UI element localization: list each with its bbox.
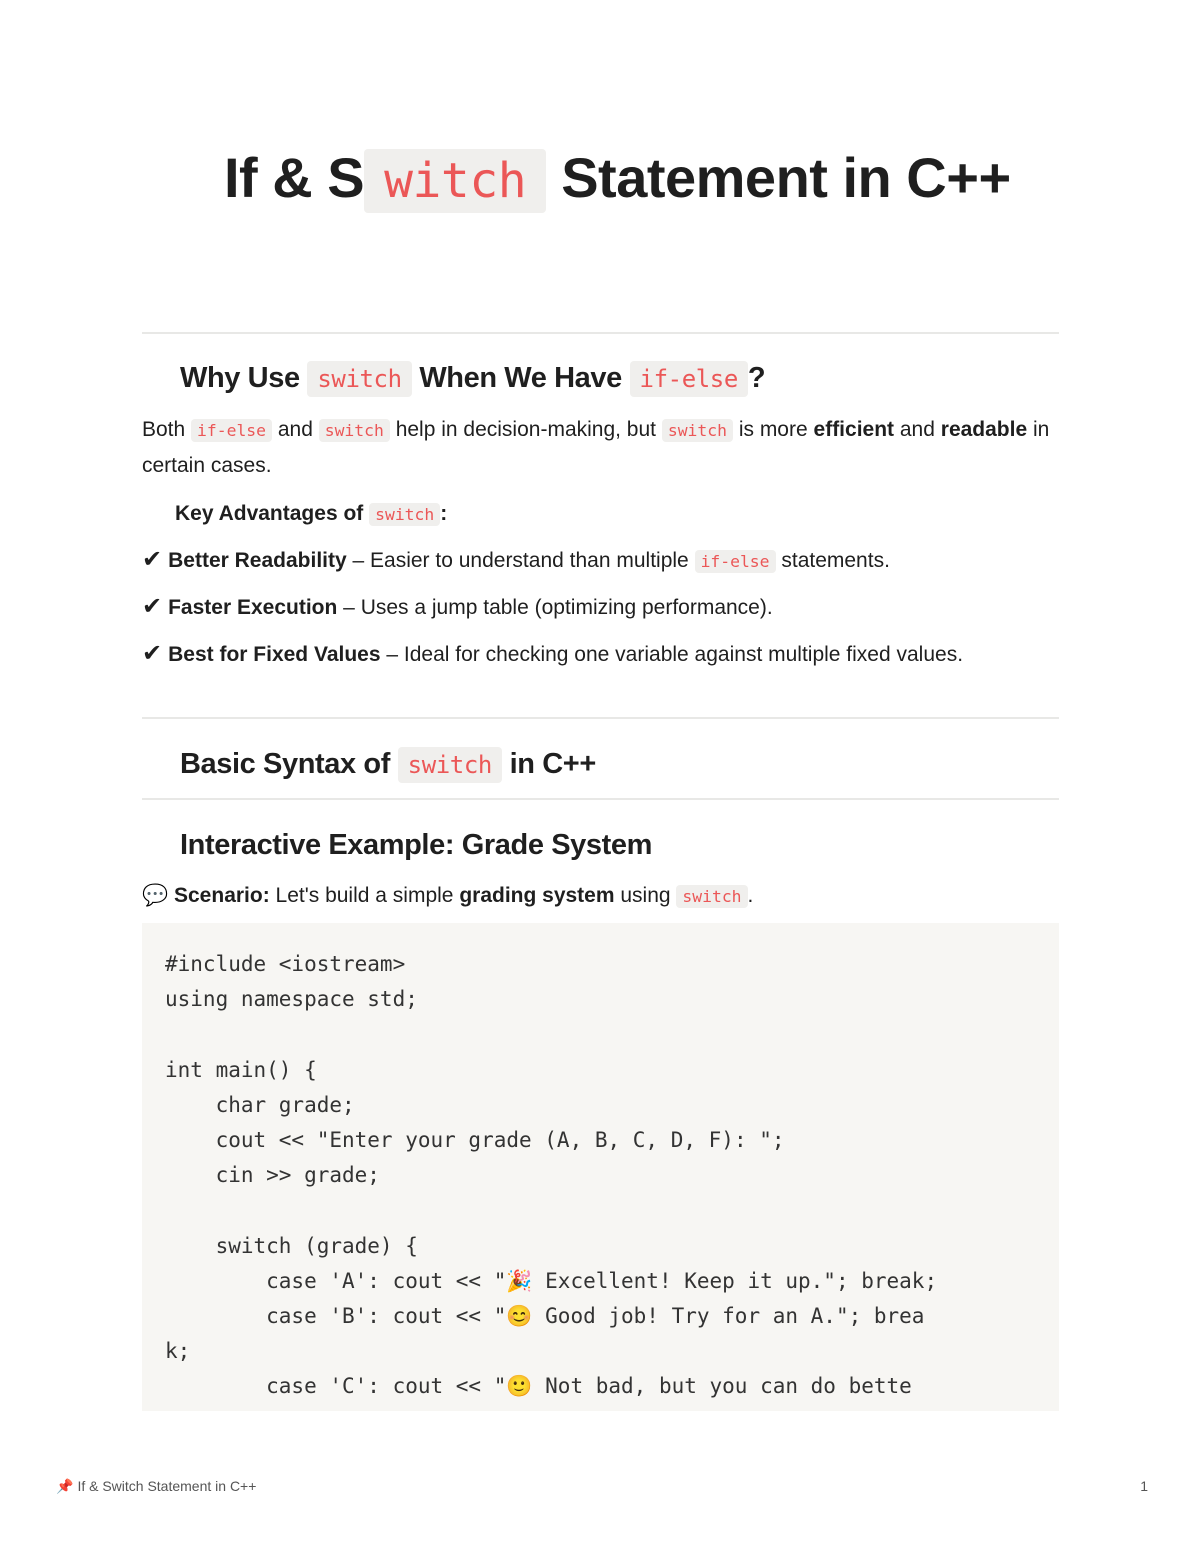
advantage-item: ✔ Better Readability – Easier to understand than multiple if-else statements. xyxy=(142,546,890,573)
divider xyxy=(142,798,1059,800)
check-icon: ✔ xyxy=(142,593,163,620)
advantage-item: ✔ Best for Fixed Values – Ideal for checking one variable against multiple fixed values. xyxy=(142,640,964,667)
section-heading-interactive-example: Interactive Example: Grade System xyxy=(180,829,652,861)
check-icon: ✔ xyxy=(142,546,163,573)
inline-code: if-else xyxy=(191,419,272,442)
footer-title: If & Switch Statement in C++ xyxy=(77,1478,257,1494)
inline-code: switch xyxy=(319,419,390,442)
inline-code: if-else xyxy=(630,361,748,397)
scenario-paragraph: 💬 Scenario: Let's build a simple grading system using switch . xyxy=(142,884,754,907)
inline-code: if-else xyxy=(695,550,776,573)
inline-code: switch xyxy=(398,747,502,783)
inline-code: switch xyxy=(676,885,747,908)
inline-code: switch xyxy=(307,361,411,397)
advantage-item: ✔ Faster Execution – Uses a jump table (optimizing performance). xyxy=(142,593,773,620)
page-number: 1 xyxy=(1140,1478,1148,1494)
title-inline-code: witch xyxy=(364,149,546,213)
page-footer xyxy=(56,1478,1148,1495)
section-heading-why-switch: Why Use switch When We Have if-else ? xyxy=(180,362,765,395)
inline-code: switch xyxy=(662,419,733,442)
pin-icon: 📌 xyxy=(56,1478,74,1494)
code-block xyxy=(142,923,1059,1411)
divider xyxy=(142,717,1059,719)
key-advantages-heading: Key Advantages of switch : xyxy=(175,502,448,525)
title-text-pre: If & S xyxy=(224,146,365,209)
code-text: #include <iostream> using namespace std; int main() { char grade; cout << "Enter your grade (A, B, C, D, F): "; cin >> grade; switch (grade) { case 'A': cout << "🎉 Excellent! Keep it up."; break; case 'B': cout << "😊 Good job! Try for an A."; brea k; case 'C': cout << "🙂 Not bad, but you can do bette xyxy=(165,952,938,1399)
section-heading-basic-syntax: Basic Syntax of switch in C++ xyxy=(180,748,596,781)
speech-bubble-icon: 💬 xyxy=(142,884,169,907)
inline-code: switch xyxy=(369,503,440,526)
check-icon: ✔ xyxy=(142,640,163,667)
title-text-post: Statement in C++ xyxy=(561,146,1011,209)
divider xyxy=(142,332,1059,334)
page-title xyxy=(142,140,1059,219)
intro-paragraph: Both if-else and switch help in decision-making, but switch is more efficient and readable in certain cases. xyxy=(142,418,1050,477)
